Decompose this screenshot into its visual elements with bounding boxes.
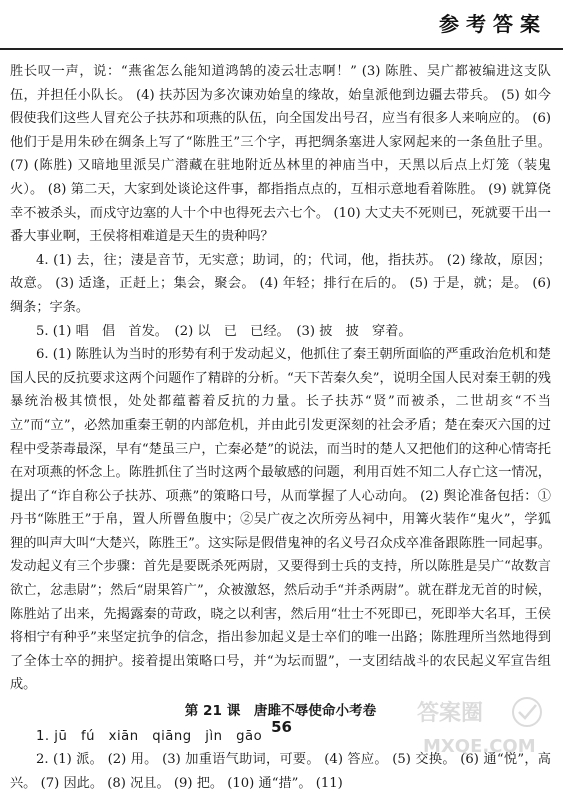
watermark-text-2: MXQE.COM	[423, 736, 536, 757]
watermark-text-1: 答案圈	[417, 701, 484, 726]
answer-paragraph-translation: 胜长叹一声，说：“燕雀怎么能知道鸿鹄的凌云壮志啊！” (3) 陈胜、吴广都被编进这支队伍，并担任小队长。 (4) 扶苏因为多次谏劝始皇的缘故，始皇派他到边疆去带兵。 (5) 如今假使我们这些人冒充公子扶苏和项燕的队伍，向全国发出号召，应当有很多人来响应的。 (6) 他们于是用朱砂在绸条上写了“陈胜王”三个字，再把绸条塞进人家网起来的一条鱼肚子里。 (7) (陈胜) 又暗地里派吴广潜藏在驻地附近丛林里的神庙当中，天黑以后点上灯笼（装鬼火）。 (8) 第二天，大家到处谈论这件事，都指指点点的，互相示意地看着陈胜。 (9) 就算侥幸不被杀头，而戍守边塞的人十个中也得死去六七个。 (10) 大丈夫不死则已，死就要干出一番大事业啊，王侯将相难道是天生的贵种吗？	[10, 64, 551, 245]
header-rule	[0, 48, 563, 50]
answer-paragraph-2: 2. (1) 派。 (2) 用。 (3) 加重语气助词，可要。 (4) 答应。 (5) 交换。 (6) 通“悦”，高兴。 (7) 因此。 (8) 况且。 (9) 把。 (10) 通“措”。 (11)	[10, 752, 551, 791]
header-title: 参考答案	[439, 12, 547, 36]
answer-paragraph-5: 5. (1) 唱 倡 首发。 (2) 以 已 已经。 (3) 披 披 穿着。	[36, 323, 412, 339]
answer-content	[10, 60, 551, 795]
lesson-title: 第 21 课 唐雎不辱使命小考卷	[184, 703, 377, 720]
answer-pinyin: 1. jū fú xiān qiāng jìn gāo	[36, 728, 263, 744]
page-number: 56	[271, 718, 292, 736]
answer-paragraph-4: 4. (1) 去，往；淒是音节，无实意；助词，的；代词，他，指扶苏。 (2) 缘故，原因；故意。 (3) 适逢，正赶上；集会，聚会。 (4) 年轻；排行在后的。 (5) 于是，就；是。 (6) 绸条；字条。	[10, 252, 551, 315]
answer-paragraph-6: 6. (1) 陈胜认为当时的形势有利于发动起义，他抓住了秦王朝所面临的严重政治危机和楚国人民的反抗要求这两个问题作了精辟的分析。“天下苦秦久矣”，说明全国人民对秦王朝的残暴统治极其愤恨，处处都蕴蓄着反抗的力量。长子扶苏“贤”而被杀，二世胡亥“不当立”而“立”，必然加重秦王朝的内部危机，并由此引发更深刻的社会矛盾；楚在秦灭六国的过程中受荼毒最深，早有“楚虽三户，亡秦必楚”的说法，而当时的楚人又把他们的这种心情寄托在对项燕的怀念上。陈胜抓住了当时这两个最敏感的问题，利用百姓不知二人存亡这一情况，提出了“诈自称公子扶苏、项燕”的策略口号，从而掌握了人心动向。 (2) 舆论准备包括：①丹书“陈胜王”于帛，置人所罾鱼腹中；②吴广夜之次所旁丛祠中，用篝火装作“鬼火”，学狐狸的叫声大叫“大楚兴，陈胜王”。这实际是假借鬼神的名义号召众戍卒准备跟陈胜一同起事。发动起义有三个步骤：首先是要既杀死两尉，又要得到士兵的支持，所以陈胜是吴广“故数言欲亡，忿恚尉”；然后“尉果笞广”，众被激怒，然后动手“并杀两尉”。就在群龙无首的时候，陈胜站了出来，先揭露秦的苛政，晓之以利害，然后用“壮士不死即已，死即举大名耳，王侯将相宁有种乎”来坚定抗争的信念，指出参加起义是士卒们的唯一出路；陈胜理所当然地得到了全体士卒的拥护。接着提出策略口号，并“为坛而盟”，一支团结战斗的农民起义军宣告组成。	[10, 347, 551, 693]
